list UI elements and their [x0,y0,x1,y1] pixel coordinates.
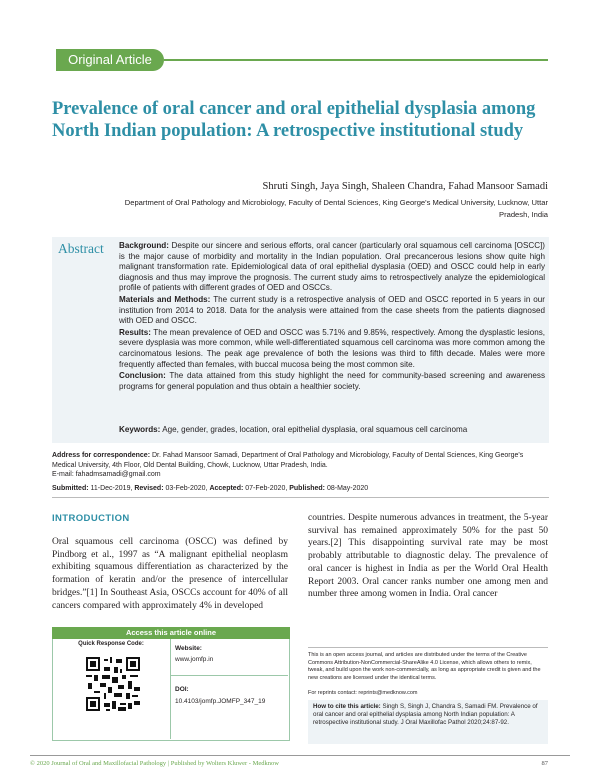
email[interactable]: E-mail: fahadmsamadi@gmail.com [52,471,161,479]
doi-link[interactable]: 10.4103/jomfp.JOMFP_347_19 [175,698,266,705]
intro-heading: INTRODUCTION [52,513,130,524]
abstract-label: Abstract [58,241,104,256]
correspondence: Address for correspondence: Dr. Fahad Mansoor Samadi, Department of Oral Pathology and Microbiology, Faculty of Dental Sciences, King George's Medical University, 4th Floor, Old Dental Building, Chowk, Lucknow, Uttar Pradesh, India. E-mail: fahadmsamadi@gmail.com [52,452,524,479]
badge-rule [164,59,548,61]
intro-text-continued: countries. Despite numerous advances in treatment, the 5-year survival has remained approximately 50% for the past 50 years.[2] This disappointing survival rate may be most probably attributable to diagnostic delay. The prevalence of oral cancer is highest in India as per the World Oral Health Report 2003. Oral cancer ranks number one among men and number three among women in India. Oral cancer [308,513,548,600]
authors: Shruti Singh, Jaya Singh, Shaleen Chandra, Fahad Mansoor Samadi [262,181,548,192]
article-type-badge: Original Article [56,49,164,71]
license-text: This is an open access journal, and articles are distributed under the terms of the Creative Commons Attribution-NonCommercial-ShareAlike 4.0 License, which allows others to remix, tweak, and build upon the work non-commercially, as long as appropriate credit is given and the new creations are licensed under the identical terms. [308,647,548,682]
affiliation: Department of Oral Pathology and Microbiology, Faculty of Dental Sciences, King George's Medical University, Lucknow, Uttar Pradesh, India [124,198,548,219]
access-heading: Access this article online [52,627,290,639]
page-number: 87 [541,760,548,767]
doi-label: DOI: [175,686,189,693]
journal-footer: © 2020 Journal of Oral and Maxillofacial Pathology | Published by Wolters Kluwer - Medknow [30,760,279,767]
intro-text: Oral squamous cell carcinoma (OSCC) was defined by Pindborg et al., 1997 as “A malignant epithelial neoplasm exhibiting squamous differentiation as characterized by the formation of keratin and/or the presence of intercellular bridges.”[1] In Southeast Asia, OSCCs account for 40% of all cancers compared with approximately 4% in developed [52,537,288,611]
website-label: Website: [175,645,202,652]
qr-code-icon[interactable] [84,655,142,713]
reprints-contact[interactable]: For reprints contact: reprints@medknow.com [308,690,418,696]
qr-heading: Quick Response Code: [78,641,144,647]
website-link[interactable]: www.jomfp.in [175,656,214,663]
article-title: Prevalence of oral cancer and oral epithelial dysplasia among North Indian population: A retrospective institutional study [52,99,536,141]
dates: Submitted: 11-Dec-2019, Revised: 03-Feb-2020, Accepted: 07-Feb-2020, Published: 08-May-2020 [52,485,369,492]
footer-rule [30,755,570,756]
access-divider-h [170,675,288,676]
access-divider [170,639,171,739]
divider [52,497,549,498]
cite-text: How to cite this article: Singh S, Singh J, Chandra S, Samadi FM. Prevalence of oral cancer and oral epithelial dysplasia among North Indian population: A retrospective institutional study. J Oral Maxillofac Pathol 2020;24:87-92. [313,703,538,726]
keywords: Keywords: Age, gender, grades, location, oral epithelial dysplasia, oral squamous cell carcinoma [119,425,468,434]
abstract-text: Background: Despite our sincere and serious efforts, oral cancer (particularly oral squamous cell carcinoma [OSCC]) is the major cause of morbidity and mortality in the Indian population. Oral precancerous lesions show quite high malignant transformation rate. Epidemiological data of oral epithelial dysplasia (OED) and OSCC could help in early diagnosis and thus may improve the prognosis. The current study aims to retrospectively analyze the epidemiological profile of patients with different grades of OED and OSCCs. Materials and Methods: The current study is a retrospective analysis of OED and OSCC reported in 5 years in our institution from 2014 to 2018. Data for the analysis were attained from the case sheets from the patients diagnosed with OED and OSCC. Results: The mean prevalence of OED and OSCC was 5.71% and 9.85%, respectively. Among the dysplastic lesions, severe dysplasia was more common, while well-differentiated squamous cell carcinoma was more common among the carcinomatous lesions. The peak age prevalence of both the lesions was third to fifth decade. Males were more frequently affected than females, with buccal mucosa being the most common site. Conclusion: The data attained from this study highlight the need for community-based screening and awareness programs for general population and thus obtain a healthier society. [119,241,545,391]
